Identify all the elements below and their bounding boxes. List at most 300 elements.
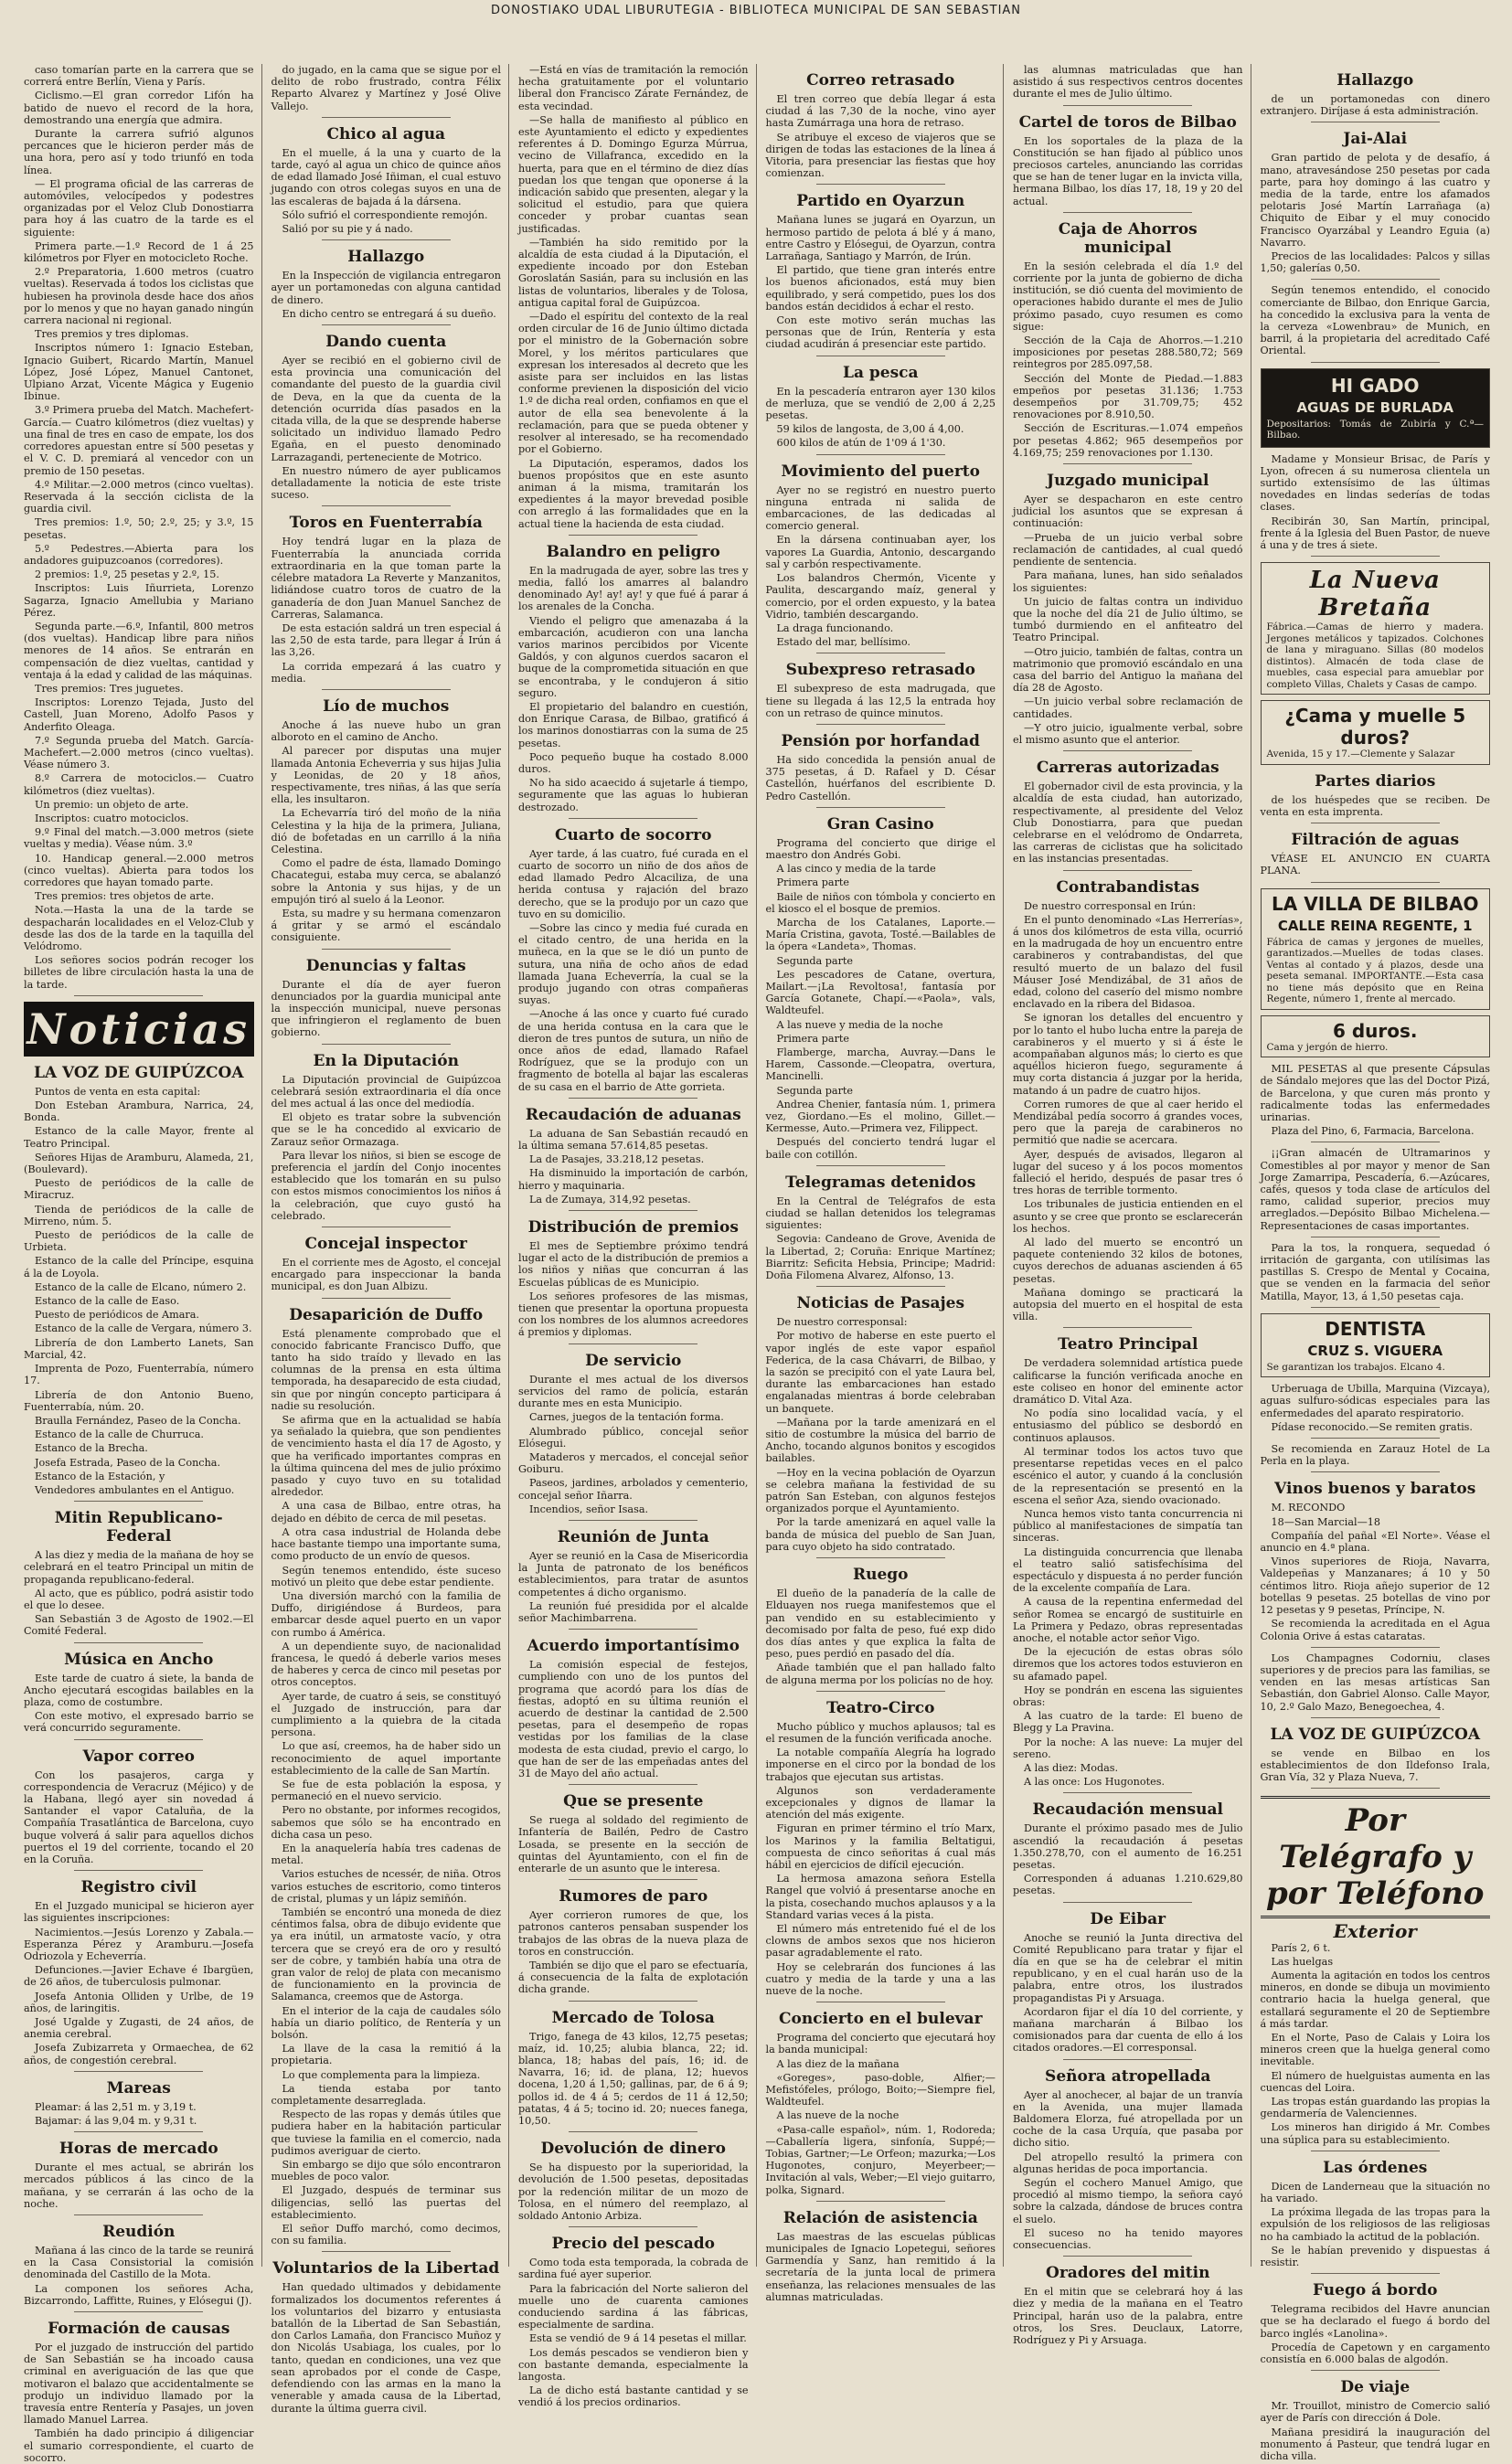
article-body xyxy=(1013,260,1243,459)
article-body xyxy=(1013,494,1243,746)
article-paragraph: Tienda de periódicos de la calle de Mirreno, núm. 5. xyxy=(24,1203,254,1227)
section-heading: Carreras autorizadas xyxy=(1036,759,1219,778)
article-body xyxy=(1261,1502,1491,1641)
article-body xyxy=(272,536,502,684)
advertisement xyxy=(1261,1015,1491,1058)
article-body xyxy=(272,1328,502,2247)
article-paragraph: El tren correo que debía llegar á esta ciudad á las 7,30 de la noche, vino ayer hasta Zumárraga una hora de retraso. xyxy=(765,93,996,130)
section-divider xyxy=(322,239,451,240)
article-paragraph: M. RECONDO xyxy=(1271,1502,1346,1514)
section-heading: Vapor correo xyxy=(82,1747,195,1766)
article-paragraph: Josefa Estrada, Paseo de la Concha. xyxy=(35,1456,221,1469)
article-paragraph: se vende en Bilbao en los establecimientos de don Ildefonso Irala, Gran Vía, 32 y Plaza Nueva, 7. xyxy=(1260,1747,1490,1784)
section-heading: Filtración de aguas xyxy=(1291,831,1460,850)
article-paragraph: «Goreges», paso-doble, Alfier;—Mefistófeles, prólogo, Boito;—Siempre fiel, Waldteufel. xyxy=(765,2071,996,2108)
article-paragraph: El suceso no ha tenido mayores consecuencias. xyxy=(1013,2226,1243,2252)
article-paragraph: Inscriptos número 1: Ignacio Esteban, Ignacio Guibert, Ricardo Martín, Manuel López, José López, Manuel Cantonet, Ulpiano Arzat, Vicente Mágica y Eugenio Ibinue. xyxy=(24,342,254,403)
article-paragraph: Inscriptos: Lorenzo Tejada, Justo del Castell, Juan Moreno, Adolfo Pasos y Anderfito Oleaga. xyxy=(24,696,254,733)
article-paragraph: Nacimientos.—Jesús Lorenzo y Zabala.—Esperanza Pérez y Aramburu.—Josefa Odriozola y Echeverría. xyxy=(24,1926,254,1962)
article-body xyxy=(1261,2303,1491,2365)
article-paragraph: El objeto es tratar sobre la subvención que se le ha concedido al exvicario de Zarauz señor Ormazaga. xyxy=(271,1111,501,1148)
article-paragraph: La corrida empezará á las cuatro y media. xyxy=(271,660,501,685)
article-paragraph: Al lado del muerto se encontró un paquete conteniendo 32 kilos de botones, cuyos derechos de aduanas ascienden á 65 pesetas. xyxy=(1013,1237,1243,1285)
article-body xyxy=(518,1659,749,1779)
advertisement-title: HI GADO xyxy=(1330,374,1420,397)
article-paragraph: Se recomienda en Zarauz Hotel de La Perla en la playa. xyxy=(1260,1443,1490,1468)
article-body xyxy=(766,683,996,719)
article-paragraph: En la Inspección de vigilancia entregaron ayer un portamonedas con alguna cantidad de dinero. xyxy=(271,270,501,306)
section-divider xyxy=(74,1501,203,1502)
article-paragraph: Estanco de la calle de Churruca. xyxy=(35,1428,204,1441)
article-paragraph: Viendo el peligro que amenazaba á la embarcación, acudieron con una lancha varios marinos percibidos por Vicente Galdós, y con algunos cuerdos sacaron el buque de la comprometida situación en que se encontraba, y le condujeron á sitio seguro. xyxy=(518,614,749,699)
section-divider xyxy=(322,949,451,950)
article-paragraph: 8.º Carrera de motociclos.— Cuatro kilómetros (diez vueltas). xyxy=(24,772,254,797)
article-body xyxy=(272,355,502,501)
library-watermark: DONOSTIAKO UDAL LIBURUTEGIA - BIBLIOTECA MUNICIPAL DE SAN SEBASTIAN xyxy=(490,4,1022,17)
section-divider xyxy=(569,2131,697,2132)
article-paragraph: Tres premios: tres objetos de arte. xyxy=(35,890,215,903)
article-paragraph: Los balandros Chermón, Vicente y Paulita, descargando maíz, general y comercio, por el orden expuesto, y la batea Vidrio, también descargando. xyxy=(765,572,996,621)
article-paragraph: Aumenta la agitación en todos los centros mineros, en donde se dibuja un movimiento contrario hacia la huelga general, que estallará seguramente el 20 de Septiembre á más tardar. xyxy=(1260,1969,1490,2030)
section-divider xyxy=(322,1044,451,1045)
section-divider xyxy=(816,1286,945,1287)
article-paragraph: Por la tarde amenizará en aquel valle la banda de música del pueblo de San Juan, para cuyo objeto ha sido contratado. xyxy=(765,1516,996,1553)
article-body xyxy=(1261,453,1491,552)
article-body xyxy=(1261,794,1491,818)
section-heading: Música en Ancho xyxy=(64,1650,214,1669)
article-paragraph: Recibirán 30, San Martín, principal, frente á la Iglesia del Buen Pastor, de nueve á una y de tres á siete. xyxy=(1260,515,1490,552)
section-heading: Reunión de Junta xyxy=(557,1527,709,1546)
article-paragraph: De verdadera solemnidad artística puede calificarse la función verificada anoche en este coliseo en honor del eminente actor dramático D. Vital Aza. xyxy=(1013,1357,1243,1407)
article-paragraph: Sección del Monte de Piedad.—1.883 empeños por pesetas 31.136; 1.753 desempeños por 31.709,75; 452 renovaciones por 8.910,50. xyxy=(1013,372,1243,421)
section-divider xyxy=(74,2131,203,2132)
article-paragraph: —Otro juicio, también de faltas, contra un matrimonio que promovió escándalo en una casa del barrio del Antiguo la mañana del día 28 de Agosto. xyxy=(1013,645,1243,695)
section-divider xyxy=(816,807,945,808)
article-paragraph: Mañana presidirá la inauguración del monumento á Pasteur, que tendrá lugar en dicha villa. xyxy=(1260,2426,1490,2463)
section-heading: Gran Casino xyxy=(826,814,934,834)
article-paragraph: La hermosa amazona señora Estella Rangel que volvió á presentarse anoche en la pista, cosechando muchos aplausos y a la Standard varias veces á la pista. xyxy=(765,1873,996,1921)
section-divider xyxy=(322,689,451,690)
article-paragraph: Sección de Escrituras.—1.074 empeños por pesetas 4.862; 965 desempeños por 4.169,75; 259 renovaciones por 1.130. xyxy=(1013,422,1243,459)
section-heading: Lío de muchos xyxy=(323,696,450,716)
article-paragraph: — El programa oficial de las carreras de automóviles, velocípedos y podestres organizadas por el Veloz Club Donostiarra para hoy á las cuatro de la tarde es el siguiente: xyxy=(24,177,254,239)
article-paragraph: Segunda parte xyxy=(776,954,854,967)
article-body xyxy=(1261,1942,1491,2146)
article-paragraph: Anoche se reunió la Junta directiva del Comité Republicano para tratar y fijar el día en que se ha de celebrar el mitin republicano, y en el cual harán uso de la palabra, entre otros, los ilustrados propagandistas Pi y Arsuaga. xyxy=(1013,1931,1243,2004)
article-body xyxy=(518,2161,749,2222)
article-paragraph: Ha disminuido la importación de carbón, hierro y maquinaria. xyxy=(518,1167,749,1192)
section-divider xyxy=(569,1784,697,1785)
section-divider xyxy=(74,1870,203,1871)
section-heading: Rumores de paro xyxy=(559,1887,708,1906)
advertisement xyxy=(1261,562,1491,695)
article-body xyxy=(766,93,996,179)
article-paragraph: Las maestras de las escuelas públicas municipales de Ignacio Lopetegui, señores Garmendía y Sanz, han remitido á la secretaría de la junta local de primera enseñanza, las relaciones mensuales de las alumnas matriculadas. xyxy=(765,2230,996,2303)
article-paragraph: De la ejecución de estas obras sólo diremos que los actores todos estuvieron en su afamado papel. xyxy=(1013,1646,1243,1683)
section-divider xyxy=(1311,362,1440,363)
article-paragraph: Al terminar todos los actos tuvo que presentarse repetidas veces en el palco escénico el autor, y cuando á la conclusión de la representación se presentó en la escena el señor Aza, siendo ovacionado. xyxy=(1013,1445,1243,1506)
section-heading: Formación de causas xyxy=(48,2320,230,2339)
article-paragraph: A las diez de la mañana xyxy=(776,2057,900,2070)
article-paragraph: Dicen de Landerneau que la situación no ha variado. xyxy=(1260,2180,1490,2204)
newspaper-column xyxy=(24,64,262,2464)
article-paragraph: Ayer se despacharon en este centro judicial los asuntos que se expresan á continuación: xyxy=(1013,494,1243,530)
article-paragraph: Lo que así, creemos, ha de haber sido un reconocimiento de aquel importante establecimiento de la calle de San Martín. xyxy=(271,1740,501,1777)
article-paragraph: Defunciones.—Javier Echave é Ibargüen, de 26 años, de tuberculosis pulmonar. xyxy=(24,1964,254,1989)
article-body xyxy=(1013,2286,1243,2346)
article-paragraph: También se encontró una moneda de diez céntimos falsa, obra de dibujo evidente que ya era inútil, un armatoste vacío, y otra tercera que se creyó era de oro y resultó ser de cobre, y también había una otra de gran valor de reloj de plata con mecanismo de funcionamiento en la provincia de Salamanca, creemos que de Astorga. xyxy=(271,1906,501,2003)
section-heading: Horas de mercado xyxy=(59,2140,218,2159)
article-paragraph: Imprenta de Pozo, Fuenterrabía, número 17. xyxy=(24,1363,254,1387)
article-paragraph: Primera parte xyxy=(776,876,850,889)
article-paragraph: 3.º Primera prueba del Match. Machefert-García.— Cuatro kilómetros (diez vueltas) y una final de tres en caso de empate, los dos corredores apuestan entre sí 500 pesetas y el V. C. D. premiará al vencedor con un premio de 150 pesetas. xyxy=(24,404,254,477)
article-body xyxy=(518,1128,749,1205)
article-paragraph: Ayer tarde, de cuatro á seis, se constituyó el Juzgado de instrucción, para dar cumplimiento a la quiebra de la citada persona. xyxy=(271,1690,501,1739)
article-paragraph: «Pasa-calle español», núm. 1, Rodoreda;—Caballería ligera, sinfonía, Suppé;—Tobias, Gartner;—Le Orfeon; mazurka;—Los Hugonotes, conjuro, Meyerbeer;—Invitación al vals, Weber;—El viejo guitarro, polka, Signard. xyxy=(765,2123,996,2196)
article-paragraph: Se atribuye el exceso de viajeros que se dirigen de todas las estaciones de la línea á Vitoria, para presenciar las fiestas que hoy comienzan. xyxy=(765,131,996,180)
article-paragraph: La Echevarría tiró del moño de la niña Celestina y la hija de la primera, Juliana, dió de bofetadas en un carrillo á la niña Celestina. xyxy=(271,807,501,855)
article-body xyxy=(272,1257,502,1293)
section-heading: Concejal inspector xyxy=(304,1235,468,1254)
article-paragraph: Librería de don Lamberto Lanets, San Marcial, 42. xyxy=(24,1336,254,1361)
section-heading: Cuarto de socorro xyxy=(555,825,712,844)
article-paragraph: —Está en vías de tramitación la remoción hecha gratuitamente por el voluntario liberal don Francisco Zárate Fernández, de esta vecindad. xyxy=(518,64,749,112)
article-paragraph: La Diputación provincial de Guipúzcoa celebrará sesión extraordinaria el día once del mes actual á las once del mediodía. xyxy=(271,1073,501,1110)
article-body xyxy=(518,64,749,530)
advertisement xyxy=(1261,368,1491,448)
article-paragraph: Mataderos y mercados, el concejal señor Goiburu. xyxy=(518,1450,749,1476)
advertisement-body: Fábrica de camas y jergones de muelles, garantizados.—Muelles de todas clases. Ventas al contado y á plazos, desde una peseta semanal. IMPORTANTE.—Esta casa no tiene más depósito que en Reina Regente, número 1, frente al mercado. xyxy=(1266,936,1484,1005)
article-paragraph: El número de huelguistas aumenta en las cuencas del Loira. xyxy=(1260,2069,1490,2094)
article-paragraph: Los tribunales de justicia entienden en el asunto y se cree que pronto se esclarecerán los hechos. xyxy=(1013,1198,1243,1235)
section-heading: Teatro-Circo xyxy=(826,1698,935,1717)
article-paragraph: Estanco de la calle de Elcano, número 2. xyxy=(35,1280,247,1293)
article-paragraph: Puesto de periódicos de Amara. xyxy=(35,1309,199,1322)
article-paragraph: A una casa de Bilbao, entre otras, ha dejado en débito de cerca de mil pesetas. xyxy=(271,1500,501,1524)
article-body xyxy=(1261,1242,1491,1302)
article-paragraph: Un premio: un objeto de arte. xyxy=(35,798,189,811)
article-paragraph: 4.º Militar.—2.000 metros (cinco vueltas). Reservada á la sección ciclista de la guardia civil. xyxy=(24,478,254,515)
section-heading: De servicio xyxy=(585,1351,682,1370)
article-body xyxy=(272,147,502,235)
article-paragraph: Programa del concierto que ejecutará hoy la banda municipal: xyxy=(765,2032,996,2056)
section-heading: Mareas xyxy=(106,2078,171,2098)
article-paragraph: Sin embargo se dijo que sólo encontraron muebles de poco valor. xyxy=(271,2159,501,2183)
article-body xyxy=(518,2031,749,2128)
section-heading: Partes diarios xyxy=(1315,771,1436,791)
article-paragraph: También ha dado principio á diligenciar el sumario correspondiente, el cuarto de socorro. xyxy=(24,2427,254,2464)
article-paragraph: de los huéspedes que se reciben. De venta en esta imprenta. xyxy=(1260,793,1490,818)
article-paragraph: —Mañana por la tarde amenizará en el sitio de costumbre la música del barrio de Ancho, tocando algunos bonitos y escogidos bailables. xyxy=(765,1416,996,1465)
article-body xyxy=(1261,1747,1491,1784)
article-paragraph: De esta estación saldrá un tren especial á las 2,50 de esta tarde, para llegar á Irún á las 3,26. xyxy=(271,621,501,659)
article-paragraph: Los Champagnes Codorniu, clases superiores y de precios para las familias, se venden en las mesas artísticas San Sebastián, don Gabriel Alonso. Calle Mayor, 10, 2.º Galo Mazo, Benegoechea, 4. xyxy=(1260,1652,1490,1713)
article-paragraph: Las tropas están guardando las propias la gendarmería de Valenciennes. xyxy=(1260,2095,1490,2120)
advertisement-body: Cama y jergón de hierro. xyxy=(1266,1041,1389,1053)
article-paragraph: La de Pasajes, 33.218,12 pesetas. xyxy=(529,1153,705,1166)
article-paragraph: En el Norte, Paso de Calais y Loira los mineros creen que la huelga general como inevitable. xyxy=(1260,2031,1490,2068)
section-divider xyxy=(322,117,451,118)
article-body xyxy=(1261,1383,1491,1433)
article-paragraph: Madame y Monsieur Brisac, de París y Lyon, ofrecen á su numerosa clientela un surtido extensísimo de las últimas novedades en lindas sederías de todas clases. xyxy=(1260,452,1490,514)
article-body xyxy=(1013,1822,1243,1896)
article-body xyxy=(272,719,502,944)
advertisement-title: 6 duros. xyxy=(1332,1019,1418,1042)
article-paragraph: Anoche á las nueve hubo un gran alboroto en el camino de Ancho. xyxy=(271,718,501,744)
section-heading: Balandro en peligro xyxy=(546,542,720,561)
article-paragraph: VÉASE EL ANUNCIO EN CUARTA PLANA. xyxy=(1260,853,1490,877)
article-paragraph: Como el padre de ésta, llamado Domingo Chacategui, estaba muy cerca, se abalanzó sobre la Antonia y sus hijas, y de un empujón tiró al suelo á la Leonor. xyxy=(271,857,501,906)
article-paragraph: do jugado, en la cama que se sigue por el delito de robo frustrado, contra Félix Reparto Alvarez y Martínez y José Olive Vallejo. xyxy=(271,64,501,112)
section-heading: Contrabandistas xyxy=(1056,877,1200,897)
article-body xyxy=(518,565,749,813)
section-heading: Teatro Principal xyxy=(1058,1335,1198,1354)
section-heading: Pensión por horfandad xyxy=(781,731,980,750)
article-paragraph: San Sebastián 3 de Agosto de 1902.—El Comité Federal. xyxy=(24,1613,254,1638)
article-paragraph: Con este motivo serán muchas las personas que de Irún, Rentería y esta ciudad acudirán á presenciar este partido. xyxy=(765,314,996,351)
article-paragraph: Los señores socios podrán recoger los billetes de libre circulación hasta la una de la tarde. xyxy=(24,954,254,991)
article-body xyxy=(766,1588,996,1686)
article-paragraph: En nuestro número de ayer publicamos detalladamente la noticia de este triste suceso. xyxy=(271,464,501,502)
section-divider xyxy=(74,1739,203,1740)
article-paragraph: 2.º Preparatoria, 1.600 metros (cuatro vueltas). Reservada á todos los ciclistas que hubiesen ha provinola desde hace dos años por lo menos y que no hayan ganado ningún carrera nacional ni regional. xyxy=(24,266,254,327)
article-paragraph: Nunca hemos visto tanta concurrencia ni público al manifestaciones de simpatía tan sinceras. xyxy=(1013,1507,1243,1545)
article-body xyxy=(766,1316,996,1553)
article-paragraph: —Un juicio verbal sobre reclamación de cantidades. xyxy=(1013,696,1243,720)
article-paragraph: Precios de las localidades: Palcos y sillas 1,50; galerías 0,50. xyxy=(1260,250,1490,275)
advertisement-title: LA VILLA DE BILBAO xyxy=(1272,892,1479,915)
advertisement-subtitle: CRUZ S. VIGUERA xyxy=(1307,1342,1443,1359)
article-paragraph: Gran partido de pelota y de desafío, á mano, atravesándose 250 pesetas por cada parte, para hoy domingo á las cuatro y media de la tarde, entre los afamados pelotaris José Martín Larrañaga (a) Chiquito de Eibar y el muy conocido Francisco Oyarzábal y Leandro Eguia (a) Navarro. xyxy=(1260,152,1490,249)
section-divider xyxy=(1311,882,1440,883)
section-divider xyxy=(1063,212,1192,213)
article-paragraph: El mes de Septiembre próximo tendrá lugar el acto de la distribución de premios a los niños y niñas que concurran á las Escuelas públicas de es Municipio. xyxy=(518,1240,749,1289)
advertisement-subtitle: AGUAS DE BURLADA xyxy=(1296,398,1454,416)
advertisement xyxy=(1261,1313,1491,1378)
article-paragraph: Hoy se celebrarán dos funciones á las cuatro y media de la tarde y una a las nueve de la noche. xyxy=(765,1960,996,1997)
section-divider xyxy=(1311,1788,1440,1789)
article-paragraph: de un portamonedas con dinero extranjero. Diríjase á esta administración. xyxy=(1260,93,1490,118)
section-divider xyxy=(569,535,697,536)
article-paragraph: Se ha dispuesto por la superioridad, la devolución de 1.500 pesetas, depositadas por la redención militar de un mozo de Tolosa, en el número del reemplazo, al soldado Antonio Arbiza. xyxy=(518,2161,749,2223)
article-paragraph: 9.º Final del match.—3.000 metros (siete vueltas y media). Véase núm. 3.º xyxy=(24,826,254,851)
section-heading: Vinos buenos y baratos xyxy=(1274,1480,1476,1499)
article-paragraph: ¡¡Gran almacén de Ultramarinos y Comestibles al por mayor y menor de San Jorge Zamarripa, Pescadería, 6.—Azúcares, cafés, quesos y toda clase de artículos del ramo, calidad superior, precios muy arreglados.—Depósito Bilbao Michelena.—Representaciones de casas importantes. xyxy=(1260,1147,1490,1232)
article-paragraph: En la anaquelería había tres cadenas de metal. xyxy=(271,1842,501,1867)
article-paragraph: Vendedores ambulantes en el Antiguo. xyxy=(35,1483,235,1496)
article-body xyxy=(518,1814,749,1875)
section-heading: Acuerdo importantísimo xyxy=(527,1637,740,1656)
article-paragraph: —Prueba de un juicio verbal sobre reclamación de cantidades, al cual quedó pendiente de sentencia. xyxy=(1013,531,1243,568)
section-divider xyxy=(1063,2059,1192,2060)
section-heading: Hallazgo xyxy=(347,248,425,267)
section-divider xyxy=(569,1629,697,1630)
newspaper-column xyxy=(765,64,1005,2303)
article-paragraph: Josefa Zubizarreta y Ormaechea, de 62 años, de congestión cerebral. xyxy=(24,2042,254,2066)
article-paragraph: 59 kilos de langosta, de 3,00 á 4,00. xyxy=(776,423,964,436)
article-body xyxy=(518,1550,749,1624)
article-paragraph: las alumnas matriculadas que han asistido á sus respectivos centros docentes durante el mes de Julio último. xyxy=(1013,64,1243,101)
section-heading: En la Diputación xyxy=(313,1051,459,1070)
article-paragraph: Segunda parte.—6.º, Infantil, 800 metros (dos vueltas). Handicap libre para niños menores de 14 años. Se entrarán en compensación de diez vueltas, cantidad y ventaja á la edad y calidad de las máquinas. xyxy=(24,620,254,681)
article-paragraph: Corren rumores de que al caer herido el Mendizábal pedía socorro á grandes voces, pero que la pareja de carabineros no permitió que nadie se acercara. xyxy=(1013,1098,1243,1147)
section-divider xyxy=(1063,750,1192,751)
section-heading: Recaudación mensual xyxy=(1032,1800,1224,1820)
article-paragraph: A las cinco y media de la tarde xyxy=(776,863,936,876)
article-paragraph: Paseos, jardines, arbolados y cementerio, concejal señor Iñarra. xyxy=(518,1477,749,1502)
article-paragraph: Salió por su pie y á nado. xyxy=(282,223,413,236)
section-divider xyxy=(816,1165,945,1166)
article-paragraph: La componen los señores Acha, Bizcarrondo, Laffitte, Ruines, y Elósegui (J). xyxy=(24,2282,254,2307)
article-paragraph: Urberuaga de Ubilla, Marquina (Vizcaya), aguas sulfuro-sódicas especiales para las enfermedades del aparato respiratorio. xyxy=(1260,1383,1490,1419)
section-heading: Correo retrasado xyxy=(806,71,955,90)
article-body xyxy=(766,1721,996,1997)
advertisement xyxy=(1261,888,1491,1010)
section-divider xyxy=(816,2201,945,2202)
article-body xyxy=(518,848,749,1093)
telegraph-masthead: Por Telégrafo y por Teléfono xyxy=(1261,1796,1491,1918)
article-paragraph: Librería de don Antonio Bueno, Fuenterrabía, núm. 20. xyxy=(24,1388,254,1413)
article-paragraph: Durante la carrera sufrió algunos percances que le hicieron perder más de una hora, pero así y todo triunfó en toda línea. xyxy=(24,128,254,176)
section-heading: Señora atropellada xyxy=(1045,2066,1211,2086)
article-paragraph: Baile de niños con tómbola y concierto en el kiosco el el bosque de premios. xyxy=(765,890,996,915)
article-body xyxy=(1261,2181,1491,2268)
article-paragraph: Está plenamente comprobado que el conocido fabricante Francisco Duffo, que tanto ha sido traído y llevado en las columnas de la prensa en esta última temporada, ha desaparecido de esta ciudad, sin que por ningún concepto participara á nadie su resolución. xyxy=(271,1327,501,1412)
article-paragraph: En la dársena continuaban ayer, los vapores La Guardia, Antonio, descargando sal y carbón respectivamente. xyxy=(765,534,996,570)
section-heading: Concierto en el bulevar xyxy=(778,2010,983,2029)
article-paragraph: En dicho centro se entregará á su dueño. xyxy=(282,307,496,320)
article-paragraph: El gobernador civil de esta provincia, y la alcaldía de esta ciudad, han autorizado, respectivamente, al presidente del Veloz Club Donostiarra, para que puedan celebrarse en el velódromo de Ondarreta, las carreras de ciclistas que ha solicitado en las instancias presentadas. xyxy=(1013,781,1243,866)
section-divider xyxy=(816,724,945,725)
section-heading: Cartel de toros de Bilbao xyxy=(1018,112,1237,132)
article-paragraph: Ayer no se registró en nuestro puerto ninguna entrada ni salida de embarcaciones, de las dedicadas al comercio general. xyxy=(765,483,996,533)
article-paragraph: Esta se vendió de 9 á 14 pesetas el millar. xyxy=(529,2332,747,2345)
article-paragraph: Acordaron fijar el día 10 del corriente, y mañana marcharán á Bilbao los comisionados para dar cuenta de ello á los citados oradores.—El corresponsal. xyxy=(1013,2005,1243,2055)
article-paragraph: Durante el próximo pasado mes de Julio ascendió la recaudación á pesetas 1.350.278,70, con el aumento de 16.251 pesetas. xyxy=(1013,1822,1243,1871)
article-paragraph: Mañana domingo se practicará la autopsia del muerto en el hospital de esta villa. xyxy=(1013,1286,1243,1323)
section-divider xyxy=(1311,2273,1440,2274)
section-heading: Oradores del mitin xyxy=(1046,2264,1210,2283)
article-body xyxy=(1261,2400,1491,2462)
section-heading: Partido en Oyarzun xyxy=(796,192,965,211)
article-paragraph: También se dijo que el paro se efectuaría, á consecuencia de la falta de explotación dicha grande. xyxy=(518,1960,749,1996)
section-divider xyxy=(1063,2256,1192,2257)
article-paragraph: Mucho público y muchos aplausos; tal es el resumen de la función verificada anoche. xyxy=(765,1720,996,1745)
article-paragraph: Al acto, que es público, podrá asistir todo el que lo desee. xyxy=(24,1587,254,1611)
article-paragraph: Alumbrado público, concejal señor Elósegui. xyxy=(518,1425,749,1450)
article-paragraph: Hoy tendrá lugar en la plaza de Fuenterrabía la anunciada corrida extraordinaria en la que toman parte la célebre matadora La Reverte y Manzanitos, lidiándose cuatro toros de cuatro de la ganadería de don Juan Manuel Sanchez de Carreras, Salamanca. xyxy=(271,536,501,621)
article-paragraph: Para llevar los niños, si bien se escoge de preferencia el jardín del Conjo inocentes establecido que los tomarán en su pulso con estos mismos conocimientos los niños á la celebración, que cuyo gustó ha celebrado. xyxy=(271,1149,501,1222)
article-body xyxy=(24,2101,254,2127)
article-paragraph: 10. Handicap general.—2.000 metros (cinco vueltas). Abierta para todos los corredores que hayan tomado parte. xyxy=(24,852,254,888)
section-heading: Toros en Fuenterrabía xyxy=(289,514,483,533)
section-heading: Caja de Ahorros municipal xyxy=(1058,219,1198,257)
article-paragraph: A causa de la repentina enfermedad del señor Romea se encargó de sustituirle en La Primera y Pedazo, obras representadas anoche, el notable actor señor Vigo. xyxy=(1013,1596,1243,1644)
article-paragraph: Añade también que el pan hallado falto de alguna merma por los policías no de hoy. xyxy=(765,1662,996,1686)
article-paragraph: En el mitin que se celebrará hoy á las diez y media de la mañana en el Teatro Principal, harán uso de la palabra, entre otros, los Sres. Deuclaux, Latorre, Rodríguez y Pi y Arsuaga. xyxy=(1013,2286,1243,2347)
section-divider xyxy=(816,454,945,455)
section-heading: Distribución de premios xyxy=(527,1218,739,1237)
article-paragraph: Segovia: Candeano de Grove, Avenida de la Libertad, 2; Coruña: Enrique Martínez; Biarritz: Seficita Hebsia, Principe; Madrid: Doña Filomena Alvarez, Alfonso, 13. xyxy=(765,1233,996,1282)
article-paragraph: Telegrama recibidos del Havre anuncian que se ha declarado el fuego á bordo del barco inglés «Lanolina». xyxy=(1260,2303,1490,2340)
section-divider xyxy=(1311,556,1440,557)
advertisement-body: Se garantizan los trabajos. Elcano 4. xyxy=(1266,1361,1445,1373)
article-paragraph: 600 kilos de atún de 1'09 á 1'30. xyxy=(776,437,946,450)
article-paragraph: Estado del mar, bellísimo. xyxy=(776,636,910,649)
section-divider xyxy=(569,1520,697,1521)
article-paragraph: caso tomarían parte en la carrera que se correrá entre Berlín, Viena y París. xyxy=(24,64,254,89)
section-heading: Chico al agua xyxy=(326,124,446,143)
article-paragraph: Un juicio de faltas contra un individuo que la noche del día 21 de Julio último, se tumbó durmiendo en el anfiteatro del Teatro Principal. xyxy=(1013,595,1243,644)
article-body xyxy=(24,1673,254,1735)
article-body xyxy=(1261,1652,1491,1713)
article-paragraph: En el muelle, á la una y cuarto de la tarde, cayó al agua un chico de quince años de edad llamado José Iñiman, el cual estuvo jugando con otros colegas suyos en una de las escaleras de bajada á la dársena. xyxy=(271,146,501,207)
article-paragraph: El Juzgado, después de terminar sus diligencias, selló las puertas del establecimiento. xyxy=(271,2184,501,2221)
article-body xyxy=(766,2231,996,2303)
article-paragraph: Los demás pescados se vendieron bien y con bastante demanda, especialmente la langosta. xyxy=(518,2346,749,2384)
advertisement-title: La Nueva Bretaña xyxy=(1309,567,1441,622)
article-paragraph: Por motivo de haberse en este puerto el vapor inglés de este vapor español Federica, de la casa Chávarri, de Bilbao, y la sazón se precipitó con el yate Laura bel, durante las embarcaciones han estado engalanadas mientras á borde celebraban un banquete. xyxy=(765,1330,996,1415)
article-paragraph: La de Zumaya, 314,92 pesetas. xyxy=(529,1193,691,1205)
article-paragraph: Corresponden á aduanas 1.210.629,80 pesetas. xyxy=(1013,1873,1243,1897)
article-paragraph: Del atropello resultó la primera con algunas heridas de poca importancia. xyxy=(1013,2151,1243,2175)
article-body xyxy=(766,484,996,649)
article-body xyxy=(272,1074,502,1222)
advertisement-title: ¿Cama y muelle 5 duros? xyxy=(1284,705,1466,749)
article-paragraph: A las nueve y media de la noche xyxy=(776,1018,943,1031)
section-heading: Reudión xyxy=(102,2223,176,2242)
section-divider xyxy=(74,2311,203,2312)
advertisement-subtitle: CALLE REINA REGENTE, 1 xyxy=(1277,917,1473,934)
section-heading: Subexpreso retrasado xyxy=(785,661,975,680)
article-paragraph: La reunión fué presidida por el alcalde señor Machimbarrena. xyxy=(518,1599,749,1624)
article-paragraph: Estanco de la calle del Príncipe, esquina á la de Loyola. xyxy=(24,1255,254,1280)
article-paragraph: Con este motivo, el expresado barrio se verá concurrido seguramente. xyxy=(24,1710,254,1735)
article-body xyxy=(272,64,502,112)
article-paragraph: Este tarde de cuatro á siete, la banda de Ancho ejecutará escogidas bailables en la plaza, como de costumbre. xyxy=(24,1672,254,1708)
article-paragraph: 7.º Segunda prueba del Match. García-Machefert.—2.000 metros (cinco vueltas). Véase número 3. xyxy=(24,734,254,771)
section-heading: LA VOZ DE GUIPÚZCOA xyxy=(1270,1725,1481,1744)
article-body xyxy=(24,2342,254,2464)
article-paragraph: Marcha de los Catalanes, Laporte.—María Cristina, gavota, Tosté.—Bailables de la ópera «Landeta», Thomas. xyxy=(765,916,996,953)
section-heading: Desaparición de Duffo xyxy=(289,1305,484,1324)
article-body xyxy=(1261,1147,1491,1231)
article-body xyxy=(1261,284,1491,356)
article-paragraph: La tienda estaba por tanto completamente desarreglada. xyxy=(271,2082,501,2108)
article-paragraph: José Ugalde y Zugasti, de 24 años, de anemia cerebral. xyxy=(24,2016,254,2041)
article-paragraph: Puesto de periódicos de la calle de Urbieta. xyxy=(24,1229,254,1254)
article-paragraph: En el interior de la caja de caudales sólo había un diario político, de Rentería y un bolsón. xyxy=(271,2004,501,2042)
article-paragraph: —Anoche á las once y cuarto fué curado de una herida contusa en la cara que le dieron de tres puntos de sutura, un niño de once años de edad, llamado Rafael Rodríguez, que se la produjo con un fragmento de botella al bajar las escaleras de su casa en el barrio de Atte gorrieta. xyxy=(518,1008,749,1093)
article-paragraph: A las diez: Modas. xyxy=(1024,1761,1119,1774)
article-paragraph: No podía sino localidad vacía, y el entusiasmo del público se desbordó en continuos aplausos. xyxy=(1013,1407,1243,1444)
article-paragraph: La draga funcionando. xyxy=(776,621,894,634)
article-paragraph: Para la fabricación del Norte salieron del muelle uno de cuarenta camiones conduciendo sardina á las fábricas, especialmente de sardina. xyxy=(518,2282,749,2331)
article-paragraph: Se ignoran los detalles del encuentro y por lo tanto el hubo lucha entre la pareja de carabineros y el muerto y si á éste le acompañaban algunos más; lo cierto es que aquéllos hicieron fuego, seguramente á muy corta distancia á juzgar por la herida, matando á un padre de cuatro hijos. xyxy=(1013,1012,1243,1097)
article-body xyxy=(766,214,996,350)
article-paragraph: —Se halla de manifiesto al público en este Ayuntamiento el edicto y expedientes referentes á D. Domingo Egurza Múrrua, vecino de Villafranca, excedido en la huerta, para que en el término de diez días puedan los que tengan que oponerse á la indicación sabido que presenten, alegar y la solicitud el estudio, para que quiera conceder y probar cuantas sean justificadas. xyxy=(518,113,749,235)
article-paragraph: Plaza del Pino, 6, Farmacia, Barcelona. xyxy=(1271,1125,1475,1138)
article-paragraph: Josefa Antonia Olliden y Urlbe, de 19 años, de laringitis. xyxy=(24,1990,254,2014)
article-paragraph: Pídase reconocido.—Se remiten gratis. xyxy=(1271,1420,1473,1433)
article-paragraph: Con los pasajeros, carga y correspondencia de Veracruz (Méjico) y de la Habana, llegó ayer sin novedad á Santander el vapor Cataluña, de la Compañía Trasatlántica de Barcelona, cuyo buque volverá á salir para aquellos dichos puertos el 19 del corriente, tocando el 20 en la Coruña. xyxy=(24,1768,254,1865)
section-heading: Voluntarios de la Libertad xyxy=(272,2259,500,2278)
article-paragraph: El subexpreso de esta madrugada, que tiene su llegada á las 12,5 la entrada hoy con un retraso de quince minutos. xyxy=(765,683,996,719)
newspaper-column xyxy=(1260,64,1491,2463)
article-paragraph: Durante el mes actual de los diversos servicios del ramo de policía, estarán durante mes en esta Municipio. xyxy=(518,1373,749,1410)
section-divider xyxy=(1063,463,1192,464)
article-paragraph: En la Central de Telégrafos de esta ciudad se hallan detenidos los telegramas siguientes: xyxy=(765,1195,996,1232)
